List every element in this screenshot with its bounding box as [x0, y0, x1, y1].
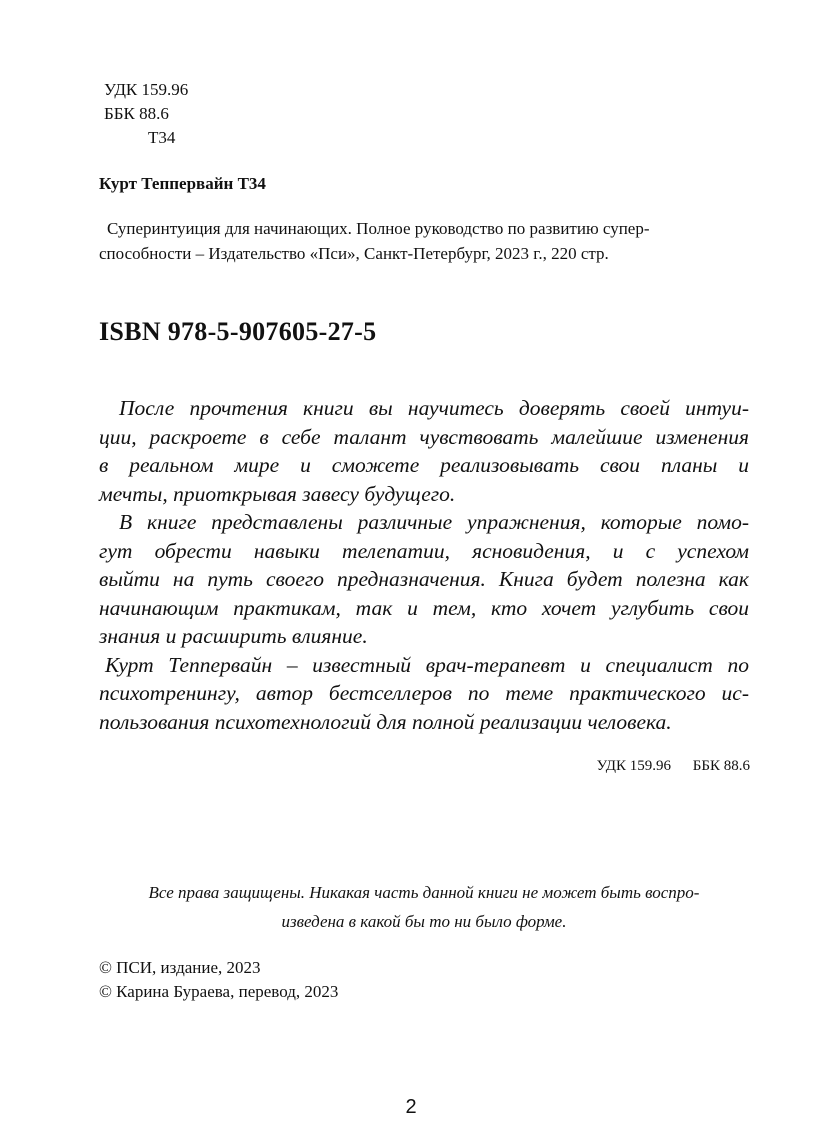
bbk-code-footer: ББК 88.6: [692, 758, 750, 774]
annotation: [99, 394, 749, 736]
udk-code-footer: УДК 159.96: [596, 758, 672, 774]
book-description: [99, 216, 747, 266]
copyright-publisher: © ПСИ, издание, 2023: [99, 958, 261, 977]
annotation-line: начинающим практикам, так и тем, кто хочет углубить свои: [99, 595, 749, 620]
rights-notice: [99, 878, 749, 936]
bbk-code: ББК 88.6: [104, 104, 169, 123]
annotation-line: знания и расширить влияние.: [99, 624, 368, 648]
isbn: ISBN 978-5-907605-27-5: [99, 317, 377, 346]
classification-block: [104, 78, 188, 150]
author-line: Курт Теппервайн Т34: [99, 174, 266, 193]
annotation-line: в реальном мире и сможете реализовывать свои планы и: [99, 453, 749, 477]
annotation-line: пользования психотехнологий для полной реализации человека.: [99, 709, 672, 734]
udk-code: УДК 159.96: [104, 80, 189, 99]
rights-line: Все права защищены. Никакая часть данной книги не может быть воспро-: [148, 883, 700, 902]
copyright-block: [99, 956, 338, 1004]
annotation-line: Курт Теппервайн – известный врач-терапевт и специалист по: [105, 652, 749, 677]
copyright-translator: © Карина Бураева, перевод, 2023: [99, 982, 339, 1001]
rights-line: изведена в какой бы то ни было форме.: [281, 912, 567, 931]
author-mark: Т34: [148, 128, 176, 147]
description-line: способности – Издательство «Пси», Санкт-Петербург, 2023 г., 220 стр.: [99, 244, 609, 263]
annotation-line: В книге представлены различные упражнения, которые помо-: [119, 510, 749, 534]
annotation-line: После прочтения книги вы научитесь доверять своей интуи-: [119, 396, 749, 420]
classification-codes: [597, 758, 750, 775]
annotation-line: гут обрести навыки телепатии, ясновидения, и с успехом: [99, 538, 749, 563]
page-number: 2: [405, 1096, 417, 1118]
annotation-line: мечты, приоткрывая завесу будущего.: [99, 481, 456, 506]
annotation-line: ции, раскроете в себе талант чувствовать малейшие изменения: [99, 424, 749, 449]
annotation-line: выйти на путь своего предназначения. Книга будет полезна как: [99, 567, 749, 591]
annotation-line: психотренингу, автор бестселлеров по теме практического ис-: [99, 681, 749, 705]
description-line: Суперинтуиция для начинающих. Полное руководство по развитию супер-: [107, 219, 650, 238]
